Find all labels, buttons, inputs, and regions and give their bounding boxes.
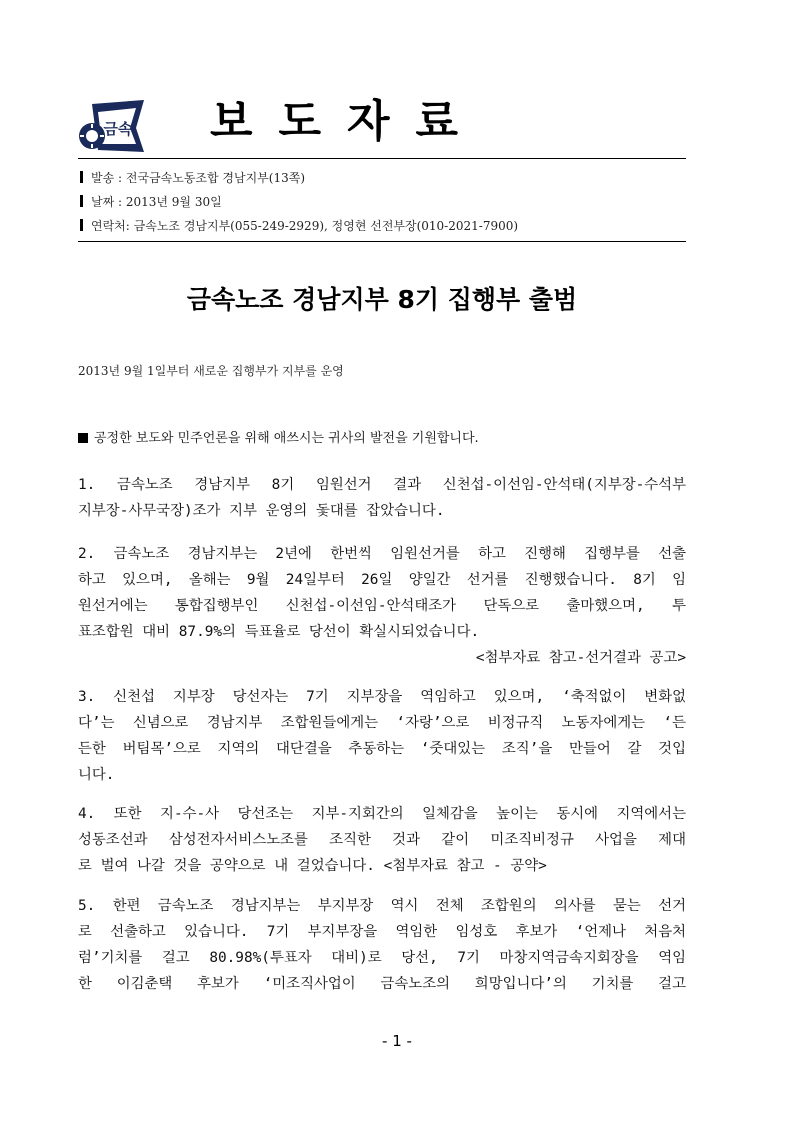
paragraph-line: 4. 또한 지-수-사 당선조는 지부-지회간의 일체감을 높이는 동시에 지역에서는 (78, 806, 686, 822)
paragraph-line: 원선거에는 통합집행부인 신천섭-이선임-안석태조가 단독으로 출마했으며, 투 (78, 598, 686, 614)
meta-contact (78, 214, 686, 238)
paragraph-5 (78, 893, 686, 997)
notice-text: 공정한 보도와 민주언론을 위해 애쓰시는 귀사의 발전을 기원합니다. (94, 431, 479, 446)
logo-text: 금속 (103, 120, 133, 138)
headline: 금속노조 경남지부 8기 집행부 출범 (186, 285, 578, 314)
square-bullet-icon (78, 433, 88, 443)
header-divider-bottom (78, 241, 686, 242)
header-divider-top (78, 158, 686, 159)
paragraph-line: 로 벌여 나갈 것을 공약으로 내 걸었습니다. <첨부자료 참고 - 공약> (78, 858, 547, 874)
paragraph-2 (78, 541, 686, 671)
page-number: - 1 - (382, 1032, 412, 1050)
bullet-bar-icon (80, 195, 83, 207)
paragraph-line: 지부장-사무국장)조가 지부 운영의 돛대를 잡았습니다. (78, 503, 445, 519)
paragraph-line: 다’는 신념으로 경남지부 조합원들에게는 ‘자랑’으로 비정규직 노동자에게는 ‘든 (78, 715, 686, 731)
meta-block (78, 166, 686, 238)
paragraph-line: 니다. (78, 767, 115, 783)
meta-sender (78, 166, 686, 190)
paragraph-line: 3. 신천섭 지부장 당선자는 7기 지부장을 역임하고 있으며, ‘축적없이 변화없 (78, 689, 686, 705)
paragraph-line: 한 이김춘택 후보가 ‘미조직사업이 금속노조의 희망입니다’의 기치를 걸고 (78, 976, 686, 992)
meta-sender-text: 발송 : 전국금속노동조합 경남지부(13쪽) (91, 171, 306, 185)
notice (78, 429, 686, 449)
meta-date-text: 날짜 : 2013년 9월 30일 (91, 195, 222, 209)
paragraph-line: 1. 금속노조 경남지부 8기 임원선거 결과 신천섭-이선임-안석태(지부장-수석부 (78, 477, 686, 493)
paragraph-line: 표조합원 대비 87.9%의 득표율로 당선이 확실시되었습니다. (78, 624, 480, 640)
paragraph-line: 하고 있으며, 올해는 9월 24일부터 26일 양일간 선거를 진행했습니다. 8기 임 (78, 572, 686, 588)
paragraph-3 (78, 684, 686, 788)
bullet-bar-icon (80, 219, 83, 231)
paragraph-line: 2. 금속노조 경남지부는 2년에 한번씩 임원선거를 하고 진행해 집행부를 선출 (78, 546, 686, 562)
paragraph-1 (78, 472, 686, 524)
meta-date (78, 190, 686, 214)
paragraph-line: 5. 한편 금속노조 경남지부는 부지부장 역시 전체 조합원의 의사를 묻는 선거 (78, 898, 686, 914)
paragraph-line: 든한 버팀목’으로 지역의 대단결을 추동하는 ‘줏대있는 조직’을 만들어 갈 것입 (78, 741, 686, 757)
union-logo-icon (78, 98, 148, 156)
paragraph-line: 럼’기치를 걸고 80.98%(투표자 대비)로 당선, 7기 마창지역금속지회장을 역임 (78, 950, 686, 966)
meta-contact-text: 연락처: 금속노조 경남지부(055-249-2929), 정영현 선전부장(010-2021-7900) (91, 219, 519, 233)
paragraph-line: 로 선출하고 있습니다. 7기 부지부장을 역임한 임성호 후보가 ‘언제나 처음처 (78, 924, 686, 940)
bullet-bar-icon (80, 171, 83, 183)
subtitle: 2013년 9월 1일부터 새로운 집행부가 지부를 운영 (78, 364, 344, 378)
attachment-reference: <첨부자료 참고-선거결과 공고> (475, 650, 686, 666)
paragraph-4 (78, 801, 686, 879)
document-title: 보도자료 (210, 96, 485, 147)
paragraph-line: 성동조선과 삼성전자서비스노조를 조직한 것과 같이 미조직비정규 사업을 제대 (78, 832, 686, 848)
